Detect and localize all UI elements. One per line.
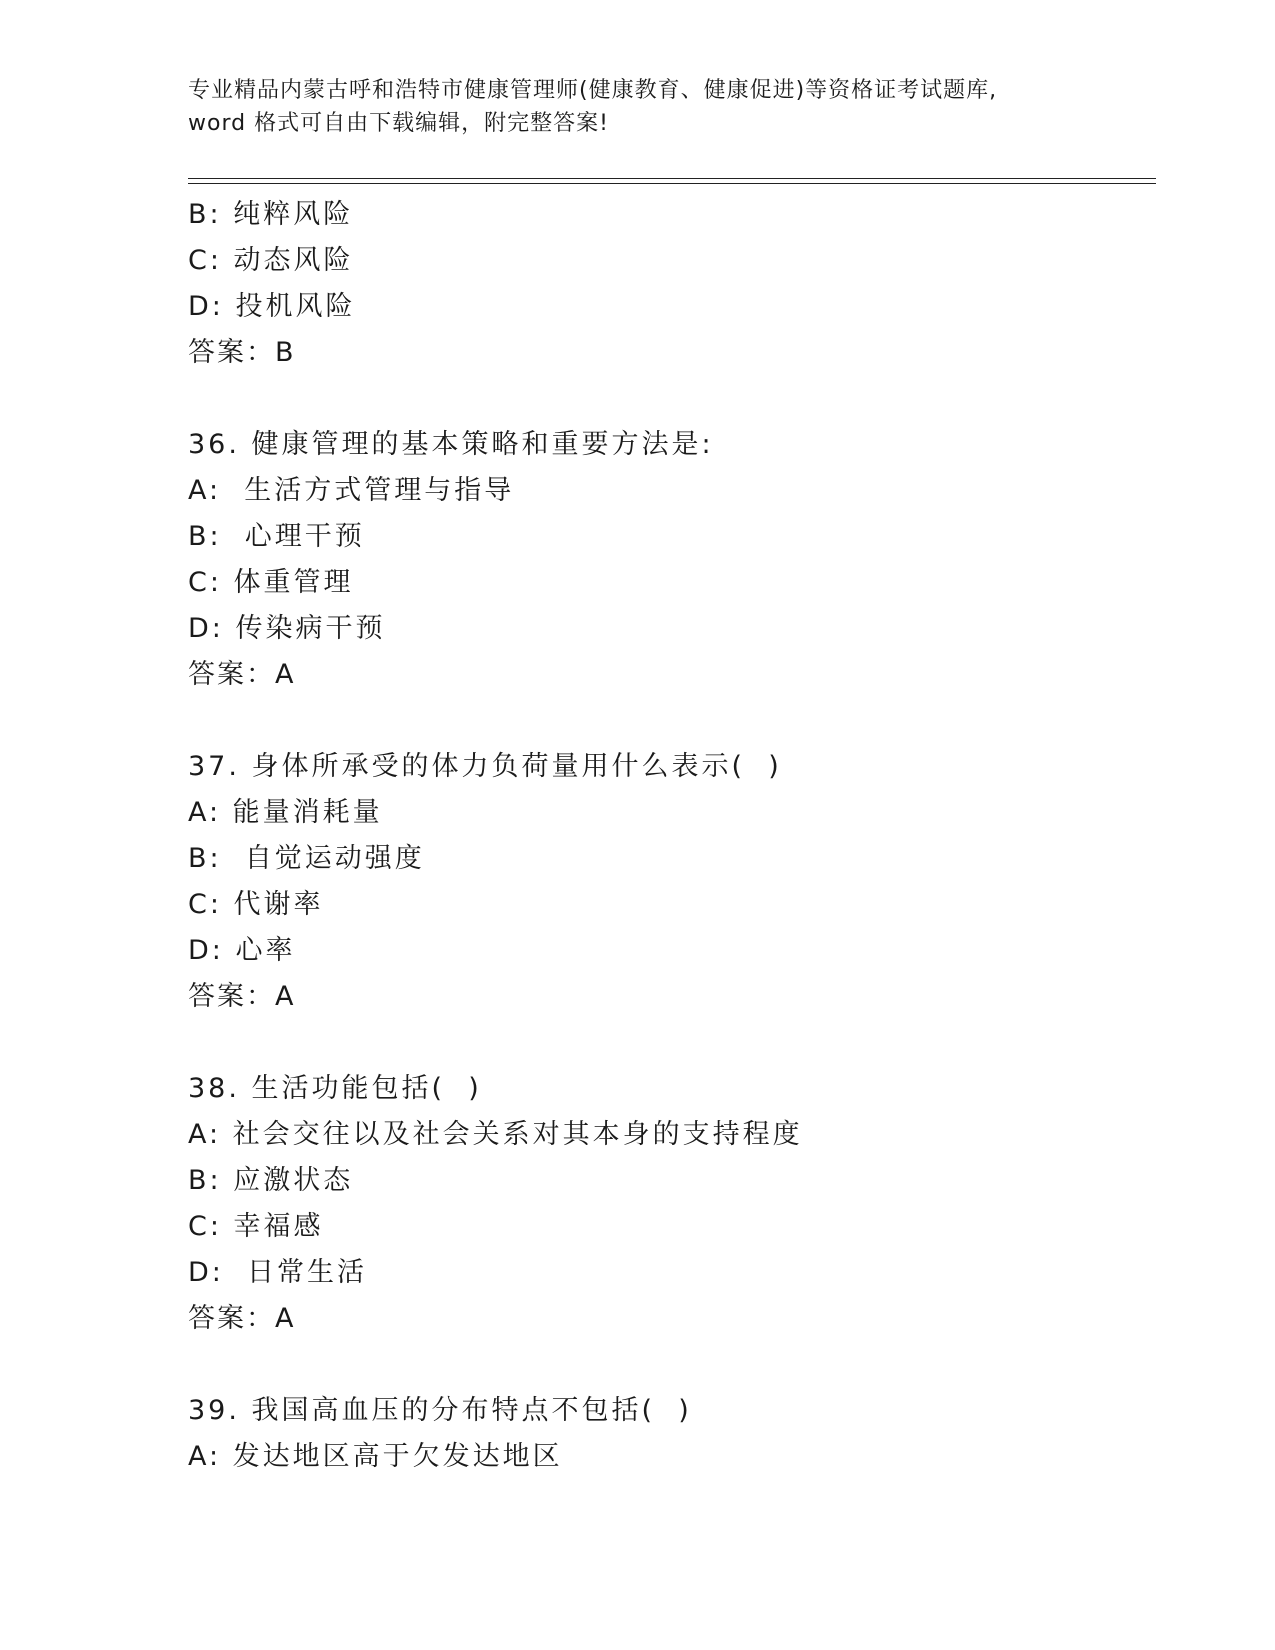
question-stem: 36. 健康管理的基本策略和重要方法是: (188, 429, 714, 460)
option-a: A: 社会交往以及社会关系对其本身的支持程度 (188, 1119, 803, 1150)
question-continued (188, 192, 1148, 376)
answer: 答案：A (188, 1303, 296, 1334)
header-divider-bottom (188, 183, 1156, 184)
header-title-line-1: 专业精品内蒙古呼和浩特市健康管理师(健康教育、健康促进)等资格证考试题库, (188, 78, 998, 103)
option-c: C: 代谢率 (188, 889, 324, 920)
page-header (188, 74, 1148, 140)
header-divider-top (188, 178, 1156, 179)
question-39 (188, 1388, 1148, 1480)
option-b: B: 应激状态 (188, 1165, 354, 1196)
option-d: D: 传染病干预 (188, 613, 386, 644)
question-36 (188, 422, 1148, 698)
option-a: A: 生活方式管理与指导 (188, 475, 515, 506)
option-c: C: 体重管理 (188, 567, 354, 598)
question-stem: 38. 生活功能包括( ) (188, 1073, 482, 1104)
question-list (188, 192, 1148, 1480)
option-d: D: 心率 (188, 935, 296, 966)
option-d: D: 日常生活 (188, 1257, 368, 1288)
option-c: C: 动态风险 (188, 245, 354, 276)
option-c: C: 幸福感 (188, 1211, 324, 1242)
question-37 (188, 744, 1148, 1020)
option-a: A: 能量消耗量 (188, 797, 383, 828)
question-stem: 37. 身体所承受的体力负荷量用什么表示( ) (188, 751, 782, 782)
option-d: D: 投机风险 (188, 291, 356, 322)
answer: 答案：B (188, 337, 296, 368)
question-38 (188, 1066, 1148, 1342)
option-b: B: 自觉运动强度 (188, 843, 425, 874)
question-stem: 39. 我国高血压的分布特点不包括( ) (188, 1395, 692, 1426)
option-b: B: 心理干预 (188, 521, 365, 552)
answer: 答案：A (188, 659, 296, 690)
option-b: B: 纯粹风险 (188, 199, 354, 230)
answer: 答案：A (188, 981, 296, 1012)
option-a: A: 发达地区高于欠发达地区 (188, 1441, 563, 1472)
header-title-line-2: word 格式可自由下载编辑，附完整答案! (188, 111, 609, 136)
